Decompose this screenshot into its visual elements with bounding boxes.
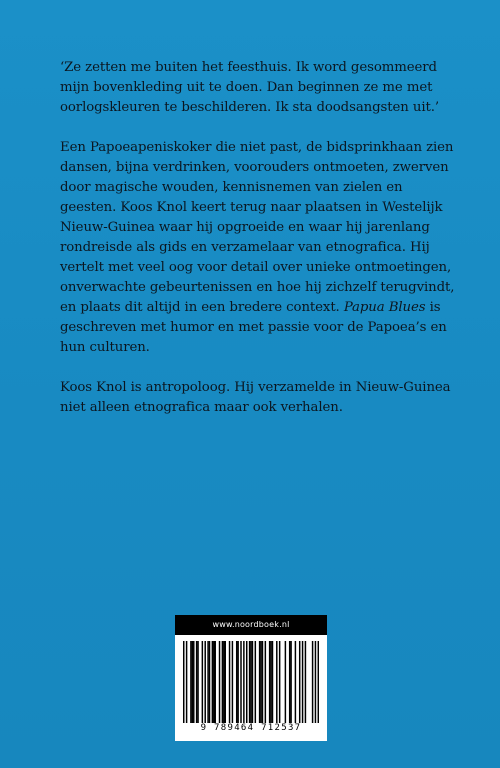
barcode-box [175,615,327,741]
barcode-bar [225,641,226,723]
barcode-bar [202,641,203,723]
barcode-bar [276,641,277,723]
book-title-italic: Papua Blues [343,300,426,315]
barcode-bars [183,641,319,723]
barcode-bar [312,641,313,723]
barcode-bar [260,641,261,723]
barcode-bar [212,641,213,723]
barcode-bar [236,641,237,723]
barcode-bar [213,641,214,723]
publisher-url: www.noordboek.nl [175,615,327,635]
barcode-bar [290,641,291,723]
barcode-bar [259,641,260,723]
barcode-graphic [183,641,319,723]
barcode-bar [318,641,319,723]
barcode-bar [250,641,251,723]
barcode-bar [232,641,233,723]
barcode-bar [299,641,300,723]
barcode-bar [270,641,271,723]
description-part-2: is geschreven met humor en met passie voor de Papoea’s en hun culturen. [60,300,447,355]
barcode-bar [305,641,306,723]
barcode-bar [222,641,223,723]
barcode-bar [252,641,253,723]
barcode-bar [295,641,296,723]
barcode-bar [229,641,230,723]
barcode-bar [265,641,266,723]
barcode-bar [249,641,250,723]
barcode-bar [190,641,191,723]
quote-paragraph: ‘Ze zetten me buiten het feesthuis. Ik word gesommeerd mijn bovenkleding uit te doen. Dan beginnen ze me met oorlogskleuren te beschilderen. Ik sta doodsangsten uit.’ [60,60,439,115]
barcode-bar [207,641,208,723]
barcode-bar [237,641,238,723]
barcode-bar [272,641,273,723]
barcode-bar [240,641,241,723]
barcode-bar [214,641,215,723]
author-bio-paragraph: Koos Knol is antropoloog. Hij verzamelde in Nieuw-Guinea niet alleen etnografica maar ook verhalen. [60,380,451,415]
barcode-bar [255,641,256,723]
barcode-bar [243,641,244,723]
barcode-bar [192,641,193,723]
barcode-bar [196,641,197,723]
description-part-1: Een Papoeapeniskoker die niet past, de bidsprinkhaan zien dansen, bijna verdrinken, voorouders ontmoeten, zwerven door magische wouden, kennisnemen van zielen en geesten. Koos Knol keert terug naar plaatsen in Westelijk Nieuw-Guinea waar hij opgroeide en waar hij jarenlang rondreisde als gids en verzamelaar van etnografica. Hij vertelt met veel oog voor detail over unieke ontmoetingen, onverwachte gebeurtenissen en hoe hij zichzelf terugvindt, en plaats dit altijd in een bredere context. [60,140,455,315]
barcode-bar [246,641,247,723]
blurb-text [60,58,456,438]
barcode-bar [197,641,198,723]
barcode-bar [186,641,187,723]
barcode-bar [204,641,205,723]
barcode-bar [193,641,194,723]
barcode-bar [279,641,280,723]
isbn-number: 9 789464 712537 [200,723,302,733]
barcode-bar [223,641,224,723]
barcode-bar [183,641,184,723]
barcode-bar [269,641,270,723]
description-paragraph [60,138,456,358]
barcode-bar [285,641,286,723]
barcode-bar [219,641,220,723]
barcode-bar [209,641,210,723]
barcode-bar [262,641,263,723]
barcode-bar [302,641,303,723]
barcode-bar [315,641,316,723]
barcode-bar [289,641,290,723]
